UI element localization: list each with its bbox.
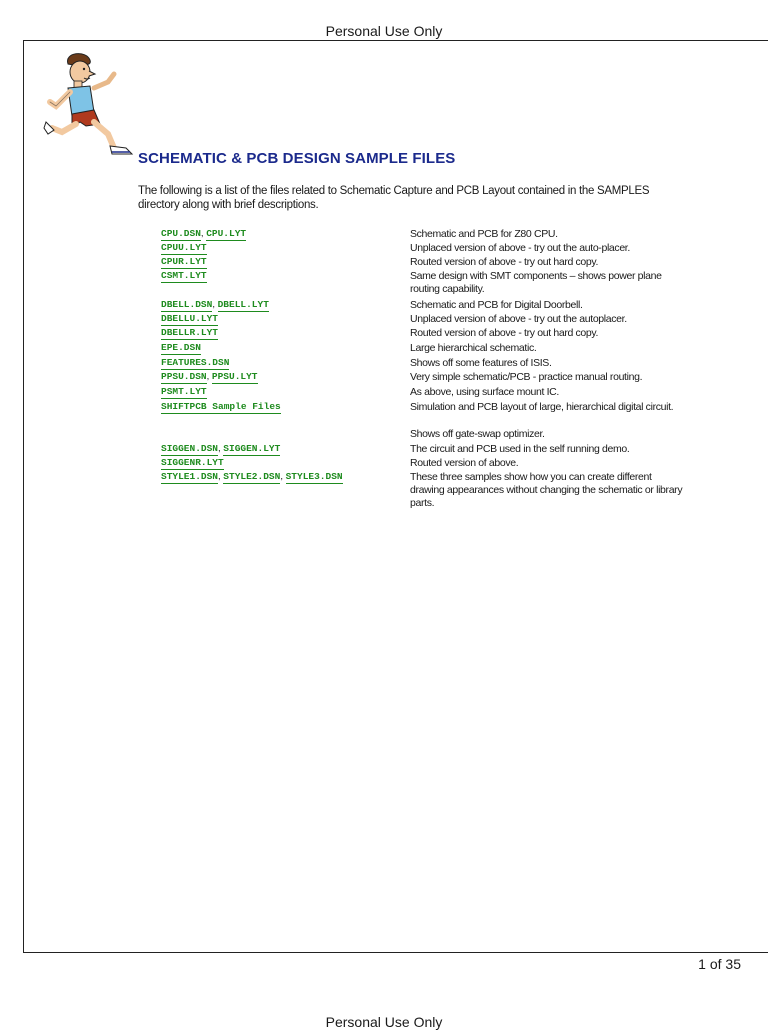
file-link[interactable]: STYLE3.DSN (285, 471, 343, 482)
file-link[interactable]: DBELLU.LYT (161, 313, 219, 324)
file-description: Schematic and PCB for Digital Doorbell. (410, 299, 583, 311)
page-number: 1 of 35 (698, 956, 741, 972)
file-link[interactable]: PPSU.LYT (211, 371, 258, 382)
file-links (161, 443, 280, 454)
file-description: The circuit and PCB used in the self running demo. (410, 443, 630, 455)
file-link[interactable]: EPE.DSN (161, 342, 201, 353)
file-link[interactable]: SIGGEN.LYT (223, 443, 281, 454)
file-links (161, 457, 224, 468)
file-link[interactable]: SIGGENR.LYT (161, 457, 224, 468)
file-description: Routed version of above. (410, 457, 519, 469)
file-link[interactable]: FEATURES.DSN (161, 357, 230, 368)
file-link[interactable]: SIGGEN.DSN (161, 443, 219, 454)
file-link[interactable]: CPU.DSN (161, 228, 201, 239)
file-description: As above, using surface mount IC. (410, 386, 559, 398)
file-links (161, 256, 207, 267)
page-header: Personal Use Only (325, 23, 443, 39)
page-title: SCHEMATIC & PCB DESIGN SAMPLE FILES (138, 150, 456, 167)
file-link[interactable]: CPU.LYT (206, 228, 247, 239)
file-separator: , (206, 371, 212, 382)
file-description: Large hierarchical schematic. (410, 342, 537, 354)
file-links (161, 401, 281, 412)
file-separator: , (218, 443, 224, 454)
file-separator: , (280, 471, 286, 482)
file-links (161, 299, 269, 310)
file-link[interactable]: STYLE1.DSN (161, 471, 219, 482)
file-links (161, 371, 258, 382)
file-links (161, 471, 343, 482)
file-link[interactable]: CPUR.LYT (161, 256, 207, 267)
file-link[interactable]: PSMT.LYT (161, 386, 207, 397)
file-separator: , (218, 471, 224, 482)
file-links (161, 270, 207, 281)
intro-paragraph: The following is a list of the files related to Schematic Capture and PCB Layout contained in the SAMPLES directory along with brief descriptions. (138, 185, 650, 211)
file-links (161, 342, 201, 353)
file-description: Routed version of above - try out hard copy. (410, 256, 599, 268)
file-link[interactable]: SHIFTPCB Sample Files (161, 401, 281, 412)
file-separator: , (200, 228, 207, 239)
file-link[interactable]: STYLE2.DSN (223, 471, 281, 482)
file-link[interactable]: CSMT.LYT (161, 270, 207, 281)
file-description: Unplaced version of above - try out the auto-placer. (410, 242, 630, 254)
file-description: Shows off gate-swap optimizer. (410, 428, 545, 440)
file-separator: , (212, 299, 218, 310)
file-description: These three samples show how you can create different drawing appearances without changing the schematic or library parts. (410, 471, 683, 509)
file-description: Simulation and PCB layout of large, hierarchical digital circuit. (410, 401, 674, 413)
file-links (161, 313, 218, 324)
file-description: Shows off some features of ISIS. (410, 357, 552, 369)
file-link[interactable]: PPSU.DSN (161, 371, 207, 382)
next-page-header: Personal Use Only (325, 1014, 443, 1030)
file-links (161, 357, 229, 368)
running-man-icon (42, 52, 137, 160)
file-description: Schematic and PCB for Z80 CPU. (410, 228, 558, 240)
file-link[interactable]: DBELLR.LYT (161, 327, 219, 338)
file-description: Same design with SMT components – shows power plane routing capability. (410, 270, 662, 295)
file-link[interactable]: CPUU.LYT (161, 242, 207, 253)
file-description: Unplaced version of above - try out the autoplacer. (410, 313, 627, 325)
file-link[interactable]: DBELL.DSN (161, 299, 213, 310)
file-link[interactable]: DBELL.LYT (217, 299, 269, 310)
file-links (161, 386, 207, 397)
file-description: Very simple schematic/PCB - practice manual routing. (410, 371, 643, 383)
file-links (161, 228, 246, 239)
file-links (161, 327, 218, 338)
file-links (161, 242, 207, 253)
file-description: Routed version of above - try out hard copy. (410, 327, 599, 339)
